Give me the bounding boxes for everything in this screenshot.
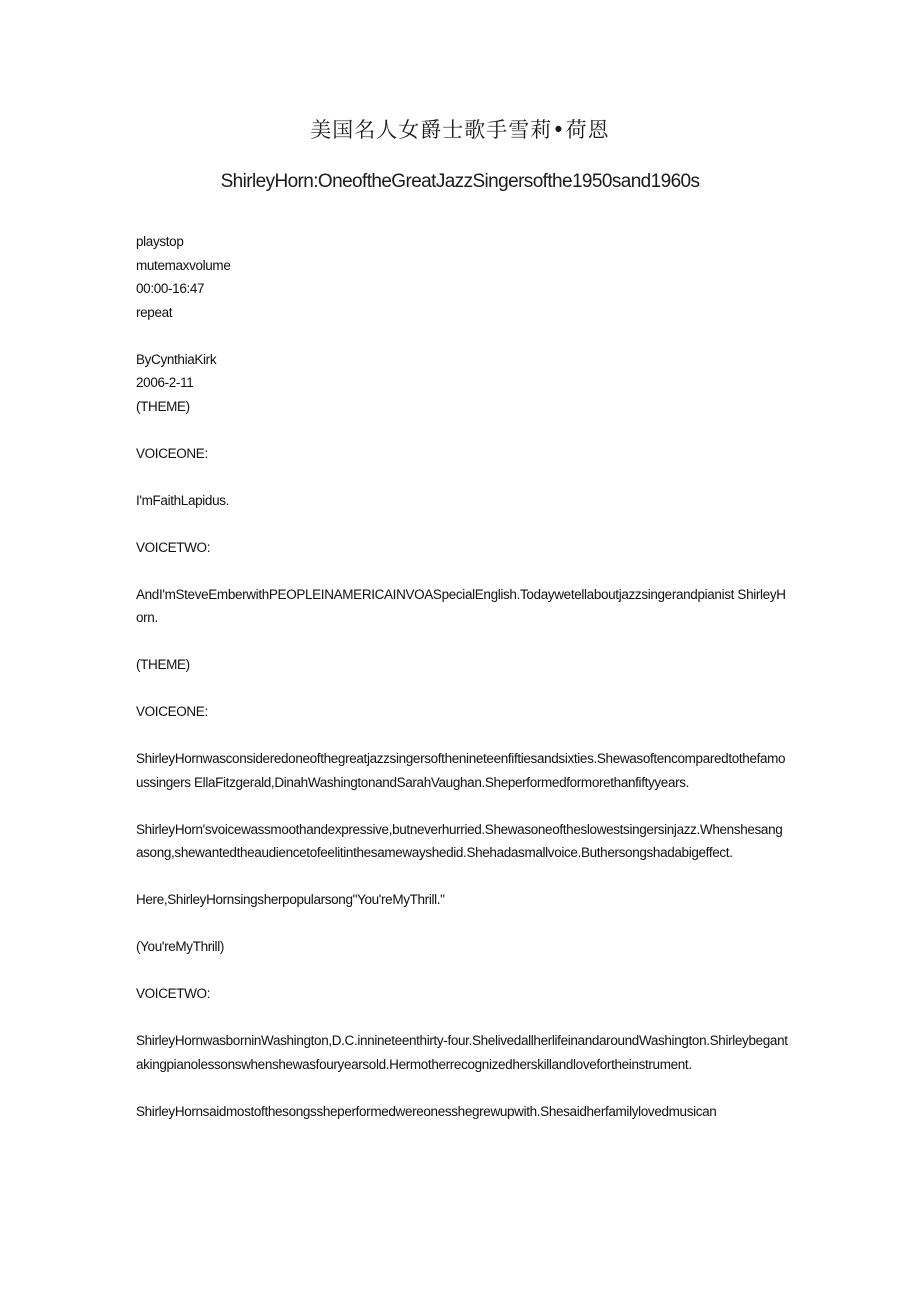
document-body xyxy=(136,230,788,1123)
chinese-title: 美国名人女爵士歌手雪莉•荷恩 xyxy=(310,118,610,142)
player-repeat-text: repeat xyxy=(136,304,173,320)
paragraph-song-intro: Here,ShirleyHornsingsherpopularsong"You'reMyThrill." xyxy=(136,892,445,907)
paragraph-intro-steve: AndI'mSteveEmberwithPEOPLEINAMERICAINVOASpecialEnglish.Todaywetellaboutjazzsingerandpianist ShirleyHorn. xyxy=(136,586,786,625)
paragraph-voice-one-label: VOICEONE: xyxy=(136,445,208,461)
player-play-stop-text: playstop xyxy=(136,234,184,249)
author-line: ByCynthiaKirk xyxy=(136,351,217,367)
paragraph-voice-one-label: VOICEONE: xyxy=(136,704,208,719)
paragraph-theme: (THEME) xyxy=(136,657,190,672)
spacer xyxy=(136,418,788,442)
paragraph-song-title: (You'reMyThrill) xyxy=(136,939,224,954)
paragraph-body: ShirleyHornsaidmostofthesongssheperformedwereonesshegrewupwith.Shesaidherfamilylovedmusican xyxy=(136,1103,717,1119)
player-time-text: 00:00-16:47 xyxy=(136,281,205,296)
paragraph-body: ShirleyHorn'svoicewassmoothandexpressive,butneverhurried.Shewasoneoftheslowestsingersinjazz.Whenshesangasong,shewantedtheaudiencetofeelitinthesamewayshedid.Shehadasmallvoice.Buthersongshadabigeffect. xyxy=(136,821,783,860)
paragraph-voice-two-label: VOICETWO: xyxy=(136,986,211,1001)
player-mute-volume-text: mutemaxvolume xyxy=(136,257,231,273)
paragraph-voice-two-label: VOICETWO: xyxy=(136,539,211,555)
paragraph-body: ShirleyHornwasconsideredoneofthegreatjazzsingersofthenineteenfiftiesandsixties.Shewasoftencomparedtothefamoussingers EllaFitzgerald,DinahWashingtonandSarahVaughan.Sheperformedformorethanfiftyyears. xyxy=(136,751,786,790)
spacer xyxy=(136,324,788,348)
paragraph-body: ShirleyHornwasborninWashington,D.C.innineteenthirty-four.ShelivedallherlifeinandaroundWashington.Shirleybegantakingpianolessonswhenshewasfouryearsold.Hermotherrecognizedherskillandlovefortheinstrument. xyxy=(136,1033,788,1072)
paragraph-intro-faith: I'mFaithLapidus. xyxy=(136,492,230,508)
english-title: ShirleyHorn:OneoftheGreatJazzSingersofthe1950sand1960s xyxy=(220,171,700,192)
date-line: 2006-2-11 xyxy=(136,375,194,390)
theme-line: (THEME) xyxy=(136,398,190,414)
